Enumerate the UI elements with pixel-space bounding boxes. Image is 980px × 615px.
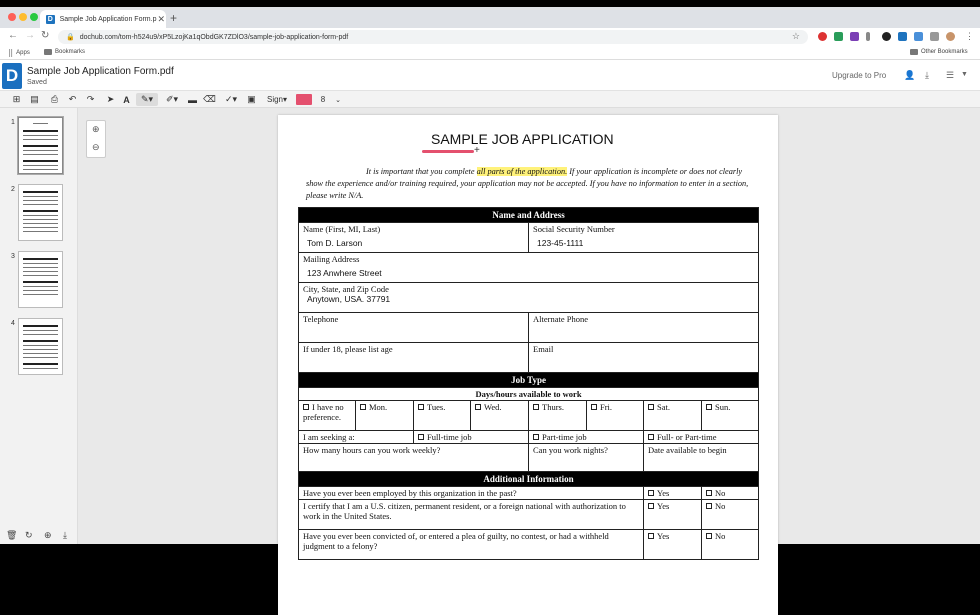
- sidebar-actions: [0, 528, 78, 544]
- day-label: Mon.: [369, 402, 388, 412]
- puzzle-icon[interactable]: [930, 32, 939, 41]
- tab-title: Sample Job Application Form.p: [59, 15, 157, 23]
- extension-icon[interactable]: [850, 32, 859, 41]
- comment-icon[interactable]: ▬: [188, 94, 197, 105]
- add-page-icon[interactable]: ⊕: [44, 530, 52, 540]
- checkbox[interactable]: [706, 533, 712, 539]
- extension-icon[interactable]: [914, 32, 923, 41]
- folder-icon: [910, 49, 918, 55]
- sign-dropdown[interactable]: [263, 93, 291, 106]
- highlighter-icon[interactable]: ✐▾: [165, 94, 179, 104]
- maximize-window-button[interactable]: [30, 13, 38, 21]
- checkbox[interactable]: [360, 404, 366, 410]
- extension-icon[interactable]: [882, 32, 891, 41]
- other-bookmarks-label: Other Bookmarks: [921, 49, 968, 55]
- no-option[interactable]: [702, 487, 759, 500]
- chevron-down-icon[interactable]: ▼: [961, 71, 968, 78]
- question-cell: [299, 530, 644, 560]
- checkbox[interactable]: [648, 533, 654, 539]
- document-name[interactable]: Sample Job Application Form.pdf: [27, 66, 174, 77]
- yes-option[interactable]: [644, 530, 702, 560]
- no-option[interactable]: [702, 530, 759, 560]
- day-option[interactable]: [356, 401, 414, 431]
- bookmarks-folder[interactable]: [44, 49, 85, 55]
- date-available-field[interactable]: [644, 444, 759, 472]
- tab-strip: [0, 7, 980, 28]
- name-value[interactable]: Tom D. Larson: [307, 238, 363, 248]
- download-page-icon[interactable]: ⤓: [63, 530, 67, 540]
- undo-icon[interactable]: ↶: [68, 94, 77, 104]
- seeking-label: I am seeking a:: [303, 432, 355, 442]
- save-status: Saved: [27, 79, 47, 86]
- intro-text-continued: If your application is incomplete or does not clearly show the experience and/or training required, your application may not be accepted. If you have no information to enter in a section, please write N/A.: [306, 167, 749, 200]
- telephone-field[interactable]: [299, 313, 529, 343]
- extension-icon[interactable]: [898, 32, 907, 41]
- checkmark-icon[interactable]: ✓▾: [224, 94, 238, 104]
- ssn-label: Social Security Number: [533, 224, 615, 234]
- city-label: City, State, and Zip Code: [303, 284, 389, 294]
- intro-text: It is important that you complete: [366, 167, 477, 176]
- other-bookmarks-folder[interactable]: [910, 49, 968, 55]
- add-user-icon[interactable]: 👤: [904, 70, 916, 80]
- browser-window: [0, 7, 980, 551]
- checkbox[interactable]: [475, 404, 481, 410]
- forward-arrow-icon[interactable]: →: [25, 30, 35, 41]
- close-tab-icon[interactable]: ✕: [157, 13, 165, 24]
- telephone-label: Telephone: [303, 314, 339, 324]
- under18-label: If under 18, please list age: [303, 344, 393, 354]
- lock-icon: 🔒: [66, 34, 75, 41]
- day-option[interactable]: [529, 401, 587, 431]
- page-thumbnail-2[interactable]: [18, 184, 63, 241]
- seeking-label-cell: [299, 431, 414, 444]
- question-text: Have you ever been convicted of, or entered a plea of guilty, no contest, or had a withheld judgment to a felony?: [303, 531, 609, 551]
- checkbox[interactable]: [706, 404, 712, 410]
- checkbox[interactable]: [648, 490, 654, 496]
- day-label: Wed.: [484, 402, 502, 412]
- yes-label: Yes: [657, 501, 670, 511]
- yes-label: Yes: [657, 488, 670, 498]
- url-text: dochub.com/tom-h524u9/xP5LzojKa1qObdGK7ZDlO3/sample-job-application-form-pdf: [79, 33, 349, 41]
- section-header-job-type: Job Type: [299, 373, 759, 388]
- close-window-button[interactable]: [8, 13, 16, 21]
- checkbox[interactable]: [648, 434, 654, 440]
- page-number: 2: [11, 186, 15, 193]
- day-option[interactable]: [414, 401, 471, 431]
- day-label: Sun.: [715, 402, 731, 412]
- mailing-label: Mailing Address: [303, 254, 360, 264]
- page-thumbnail-4[interactable]: [18, 318, 63, 375]
- question-cell: [299, 500, 644, 530]
- page-thumbnail-3[interactable]: [18, 251, 63, 308]
- apps-label: Apps: [16, 50, 30, 56]
- zoom-in-icon[interactable]: ⊕: [92, 124, 100, 134]
- day-option[interactable]: [702, 401, 759, 431]
- app-header: [0, 61, 980, 91]
- page-number: 4: [11, 320, 15, 327]
- email-label: Email: [533, 344, 554, 354]
- yes-option[interactable]: [644, 487, 702, 500]
- work-nights-label: Can you work nights?: [533, 445, 608, 455]
- no-label: No: [715, 531, 726, 541]
- new-tab-icon[interactable]: +: [170, 11, 178, 25]
- day-label: Thurs.: [542, 402, 564, 412]
- section-header-name-address: Name and Address: [299, 208, 759, 223]
- mailing-value[interactable]: 123 Anwhere Street: [307, 268, 382, 278]
- editor-toolbar: [0, 91, 980, 108]
- reload-icon[interactable]: ↻: [41, 30, 50, 41]
- no-label: No: [715, 501, 726, 511]
- ssn-field[interactable]: [529, 223, 759, 253]
- pen-annotation[interactable]: [422, 150, 474, 153]
- checkbox[interactable]: [533, 434, 539, 440]
- part-time-label: Part-time job: [542, 432, 587, 442]
- pen-color-swatch[interactable]: [296, 94, 312, 105]
- download-icon[interactable]: ⤓: [925, 70, 929, 80]
- eraser-icon[interactable]: ⌫: [203, 94, 216, 104]
- checkbox[interactable]: [533, 404, 539, 410]
- document-page[interactable]: [278, 115, 778, 615]
- dochub-logo[interactable]: D: [2, 63, 22, 89]
- yes-label: Yes: [657, 531, 670, 541]
- sign-label: Sign: [266, 95, 283, 104]
- day-option[interactable]: [644, 401, 702, 431]
- font-size-value[interactable]: 8: [320, 95, 326, 104]
- chevron-down-icon[interactable]: ⌄: [335, 96, 341, 104]
- upgrade-button[interactable]: Upgrade to Pro: [832, 71, 887, 80]
- highlighted-text[interactable]: all parts of the application.: [476, 167, 568, 176]
- address-bar-row: [0, 28, 980, 46]
- date-available-label: Date available to begin: [648, 445, 727, 455]
- day-option[interactable]: [587, 401, 644, 431]
- alt-phone-label: Alternate Phone: [533, 314, 588, 324]
- alternate-phone-field[interactable]: [529, 313, 759, 343]
- page-thumbnail-1[interactable]: [18, 117, 63, 174]
- name-label: Name (First, MI, Last): [303, 224, 381, 234]
- crosshair-cursor-icon: +: [474, 145, 480, 156]
- back-arrow-icon[interactable]: ←: [8, 30, 18, 41]
- url-bar[interactable]: [58, 30, 808, 44]
- day-option[interactable]: [299, 401, 356, 431]
- checkbox[interactable]: [303, 404, 309, 410]
- instructions-paragraph: [306, 166, 754, 202]
- grid-view-icon[interactable]: ⊞: [12, 94, 21, 104]
- rotate-icon[interactable]: ↻: [25, 530, 33, 540]
- no-option[interactable]: [702, 500, 759, 530]
- browser-tab[interactable]: [40, 10, 166, 28]
- question-cell: [299, 487, 644, 500]
- trash-icon[interactable]: 🗑: [6, 530, 18, 540]
- yes-option[interactable]: [644, 500, 702, 530]
- page-number: 3: [11, 253, 15, 260]
- day-label: Sat.: [657, 402, 670, 412]
- bookmarks-bar: [0, 46, 980, 60]
- job-type-option[interactable]: [529, 431, 644, 444]
- day-option[interactable]: [471, 401, 529, 431]
- checkbox[interactable]: [591, 404, 597, 410]
- dochub-favicon-icon: D: [47, 15, 53, 23]
- checkbox[interactable]: [418, 434, 424, 440]
- folder-icon: [44, 49, 52, 55]
- checkbox[interactable]: [648, 404, 654, 410]
- weekly-hours-field[interactable]: [299, 444, 529, 472]
- document-viewer[interactable]: [78, 108, 980, 551]
- zoom-out-icon[interactable]: ⊖: [92, 142, 100, 152]
- day-label: Tues.: [427, 402, 446, 412]
- question-text: Have you ever been employed by this organization in the past?: [303, 488, 517, 498]
- section-header-additional-info: Additional Information: [299, 472, 759, 487]
- pointer-icon[interactable]: ➤: [106, 94, 115, 104]
- image-icon[interactable]: ▣: [247, 94, 256, 104]
- browser-menu-icon[interactable]: ⋮: [965, 31, 974, 41]
- no-label: No: [715, 488, 726, 498]
- extension-icon[interactable]: [834, 32, 843, 41]
- full-or-part-time-label: Full- or Part-time: [657, 432, 717, 442]
- bookmark-star-icon[interactable]: ☆: [791, 31, 800, 41]
- mailing-address-field[interactable]: [299, 253, 759, 283]
- day-label: Fri.: [600, 402, 613, 412]
- extension-icon[interactable]: [818, 32, 827, 41]
- days-hours-subheader: Days/hours available to work: [299, 388, 759, 401]
- redo-icon[interactable]: ↷: [86, 94, 95, 104]
- name-field[interactable]: [299, 223, 529, 253]
- text-tool-icon[interactable]: A: [123, 94, 130, 105]
- day-label: I have no preference.: [303, 402, 344, 422]
- minimize-window-button[interactable]: [19, 13, 27, 21]
- pen-tool-icon[interactable]: ✎▾: [136, 93, 158, 106]
- city-value[interactable]: Anytown, USA. 37791: [307, 294, 391, 304]
- checkbox[interactable]: [706, 490, 712, 496]
- checkbox[interactable]: [418, 404, 424, 410]
- job-type-option[interactable]: [644, 431, 759, 444]
- document-title: SAMPLE JOB APPLICATION: [431, 131, 614, 147]
- apps-grid-icon: ⣿: [8, 50, 14, 57]
- bookmarks-label: Bookmarks: [55, 49, 86, 55]
- email-field[interactable]: [529, 343, 759, 373]
- print-icon[interactable]: ⎙: [50, 94, 59, 104]
- under-18-age-field[interactable]: [299, 343, 529, 373]
- page-thumbnails-sidebar: [0, 108, 78, 544]
- apps-bookmark[interactable]: [8, 49, 30, 57]
- full-time-label: Full-time job: [427, 432, 472, 442]
- checkbox[interactable]: [706, 503, 712, 509]
- ssn-value[interactable]: 123-45-1111: [537, 238, 584, 248]
- menu-icon[interactable]: ☰: [946, 70, 955, 80]
- chevron-down-icon: ▾: [283, 95, 288, 104]
- job-type-option[interactable]: [414, 431, 529, 444]
- checkbox[interactable]: [648, 503, 654, 509]
- avatar[interactable]: [946, 32, 955, 41]
- page-number: 1: [11, 119, 15, 126]
- question-text: I certify that I am a U.S. citizen, permanent resident, or a foreign national with authorization to work in the United States.: [303, 501, 626, 521]
- weekly-hours-label: How many hours can you work weekly?: [303, 445, 441, 455]
- city-state-zip-field[interactable]: [299, 283, 759, 313]
- zoom-controls: [86, 120, 106, 158]
- work-nights-field[interactable]: [529, 444, 644, 472]
- extension-icon[interactable]: [866, 32, 870, 41]
- application-form-table: [298, 207, 759, 560]
- sidebar-toggle-icon[interactable]: ▤: [30, 94, 39, 104]
